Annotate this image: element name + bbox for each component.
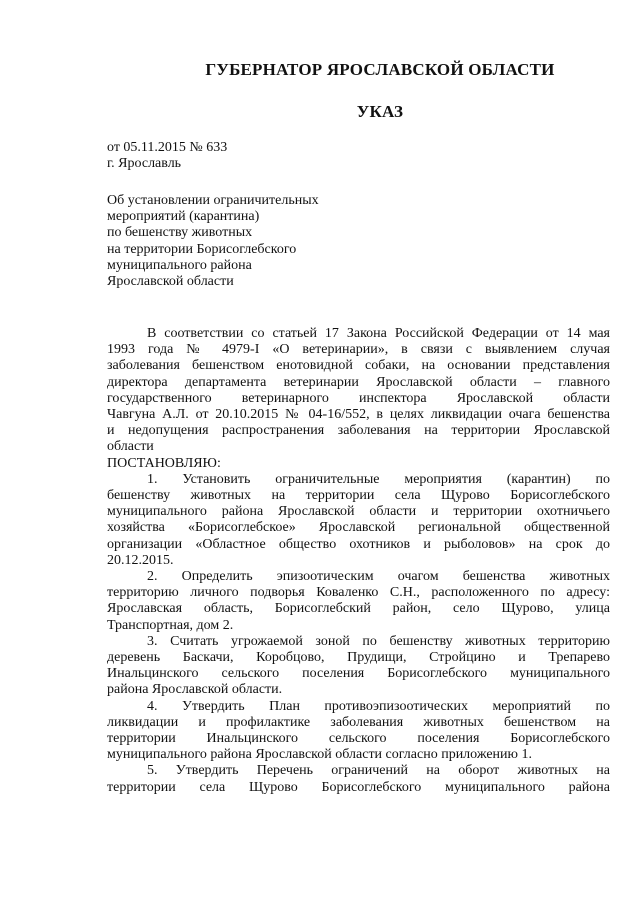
item-3-line: района Ярославской области. — [107, 682, 283, 698]
item-2-line: территорию личного подворья Коваленко С.Н., расположенного по адресу: — [107, 585, 610, 601]
item-4-line: ликвидации и профилактике заболевания животных бешенством на — [107, 714, 610, 730]
item-1-line: муниципального района Ярославской области и территории охотничьего — [107, 504, 610, 520]
item-3-line: Инальцинского сельского поселения Борисоглебского муниципального — [107, 666, 610, 682]
document-subject — [107, 193, 319, 290]
item-4-line: муниципального района Ярославской области согласно приложению 1. — [107, 747, 532, 763]
document-body — [107, 326, 610, 796]
subject-line: муниципального района — [107, 257, 252, 273]
item-1-line: организации «Областное общество охотников и рыболовов» на срок до — [107, 536, 610, 552]
document-date-number: от 05.11.2015 № 633 — [107, 140, 228, 155]
item-2-line: Транспортная, дом 2. — [107, 617, 234, 633]
preamble-line: и недопущения распространения заболевания на территории Ярославской — [107, 423, 610, 439]
preamble-line: государственного ветеринарного инспектора Ярославской области — [107, 390, 610, 406]
preamble-line: директора департамента ветеринарии Ярославской области – главного — [107, 374, 610, 390]
item-5-line: 5. Утвердить Перечень ограничений на оборот животных на — [147, 763, 610, 779]
item-5-line: территории села Щурово Борисоглебского муниципального района — [107, 779, 610, 795]
subject-line: Об установлении ограничительных — [107, 193, 319, 208]
item-3-line: 3. Считать угрожаемой зоной по бешенству животных территорию — [147, 633, 610, 649]
subject-line: мероприятий (карантина) — [107, 209, 260, 225]
item-1-line: 20.12.2015. — [107, 552, 174, 568]
subject-line: на территории Борисоглебского — [107, 241, 297, 257]
preamble-line: В соответствии со статьей 17 Закона Российской Федерации от 14 мая — [147, 326, 610, 341]
preamble-line: области — [107, 439, 154, 455]
item-1-line: хозяйства «Борисоглебское» Ярославской региональной общественной — [107, 520, 610, 536]
document-meta — [107, 140, 227, 172]
subject-line: по бешенству животных — [107, 225, 253, 241]
document-authority: ГУБЕРНАТОР ЯРОСЛАВСКОЙ ОБЛАСТИ — [205, 60, 555, 79]
item-2-line: 2. Определить эпизоотическим очагом бешенства животных — [147, 569, 610, 585]
preamble-line: заболевания бешенством енотовидной собаки, на основании представления — [107, 358, 610, 374]
item-1-line: 1. Установить ограничительные мероприятия (карантин) по — [147, 471, 610, 487]
preamble-line: Чавгуна А.Л. от 20.10.2015 № 04-16/552, в целях ликвидации очага бешенства — [107, 407, 610, 423]
decree-word: ПОСТАНОВЛЯЮ: — [107, 455, 221, 471]
item-4-line: территории Инальцинского сельского поселения Борисоглебского — [107, 731, 610, 747]
subject-line: Ярославской области — [107, 274, 234, 290]
document-type: УКАЗ — [356, 102, 404, 121]
item-1-line: бешенству животных на территории села Щурово Борисоглебского — [107, 488, 610, 504]
item-4-line: 4. Утвердить План противоэпизоотических мероприятий по — [147, 698, 610, 714]
item-2-line: Ярославская область, Борисоглебский район, село Щурово, улица — [107, 601, 610, 617]
item-3-line: деревень Баскачи, Коробцово, Прудищи, Стройцино и Трепарево — [107, 650, 610, 666]
preamble-line: 1993 года № 4979-I «О ветеринарии», в связи с выявлением случая — [107, 342, 610, 358]
document-city: г. Ярославль — [107, 156, 182, 172]
